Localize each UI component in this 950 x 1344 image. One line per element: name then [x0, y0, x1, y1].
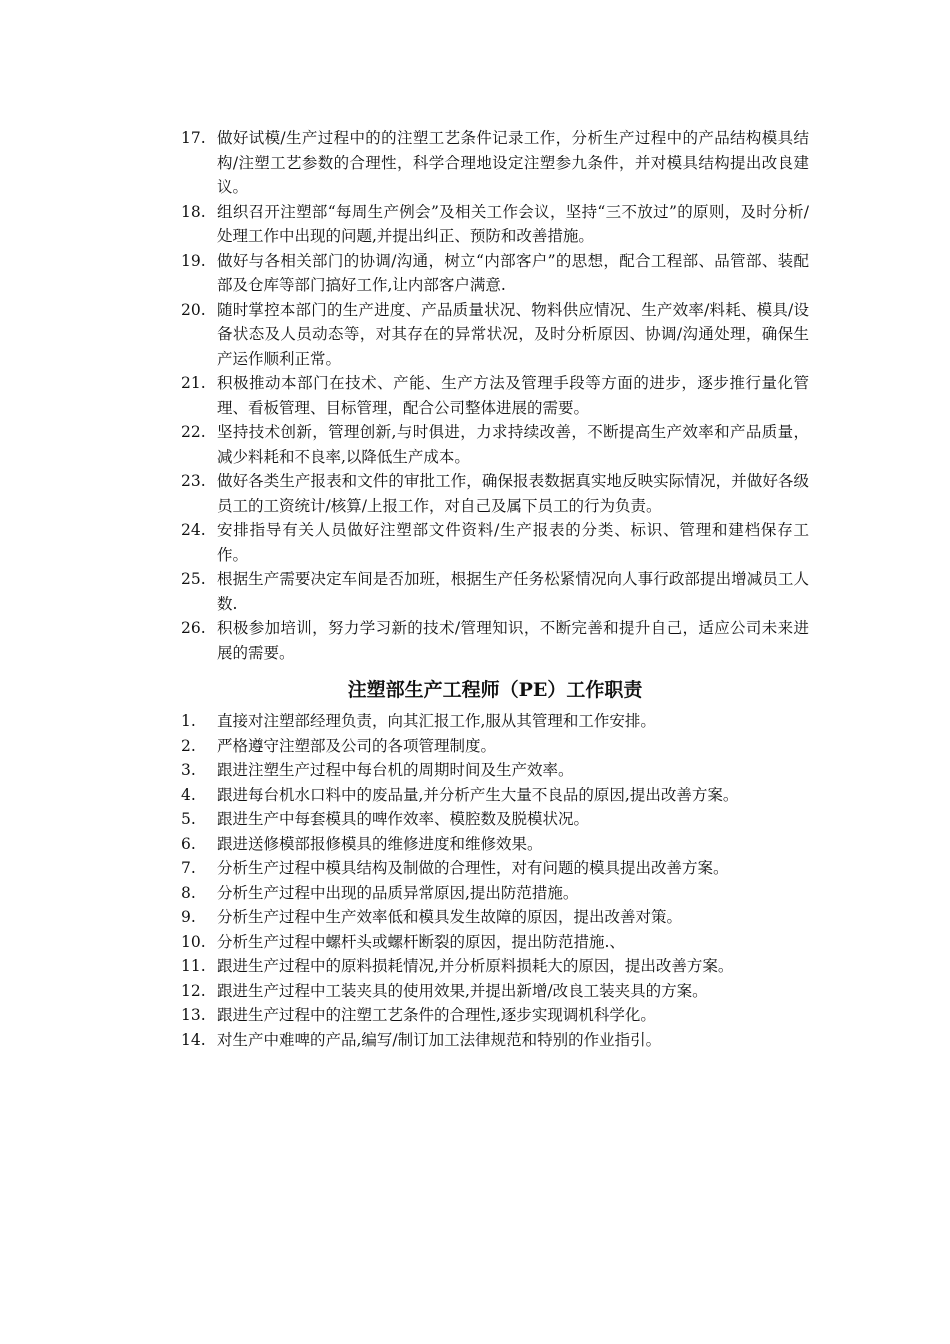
pe-duty-item — [181, 1003, 809, 1028]
duty-item — [181, 420, 809, 469]
item-number: 18. — [181, 202, 206, 221]
duty-item — [181, 126, 809, 200]
item-number: 8. — [181, 883, 196, 902]
pe-duty-item — [181, 979, 809, 1004]
item-number: 14. — [181, 1030, 206, 1049]
pe-duty-item — [181, 832, 809, 857]
item-number: 3. — [181, 761, 196, 779]
item-number: 25. — [181, 570, 206, 588]
item-number: 22. — [181, 423, 206, 441]
pe-duty-item — [181, 1028, 809, 1053]
duty-item — [181, 616, 809, 665]
pe-duty-item — [181, 905, 809, 930]
item-number: 10. — [181, 932, 206, 951]
item-text: 直接对注塑部经理负责，向其汇报工作,服从其管理和工作安排。 — [217, 712, 656, 730]
item-text: 跟进注塑生产过程中每台机的周期时间及生产效率。 — [217, 761, 574, 779]
item-text: 做好各类生产报表和文件的审批工作，确保报表数据真实地反映实际情况，并做好各级员工的工资统计/核算/上报工作，对自己及属下员工的行为负责。 — [217, 472, 809, 515]
item-text: 组织召开注塑部“每周生产例会”及相关工作会议，坚持“三不放过”的原则，及时分析/处理工作中出现的问题,并提出纠正、预防和改善措施。 — [217, 202, 809, 245]
item-text: 根据生产需要决定车间是否加班，根据生产任务松紧情况向人事行政部提出增减员工人数. — [217, 570, 809, 613]
duty-item — [181, 371, 809, 420]
item-text: 跟进生产中每套模具的啤作效率、模腔数及脱模状况。 — [217, 810, 590, 828]
item-text: 对生产中难啤的产品,编写/制订加工法律规范和特别的作业指引。 — [217, 1030, 662, 1049]
pe-duty-item — [181, 758, 809, 783]
item-text: 坚持技术创新，管理创新,与时俱进，力求持续改善，不断提高生产效率和产品质量，减少料耗和不良率,以降低生产成本。 — [217, 423, 809, 466]
item-number: 24. — [181, 521, 206, 539]
item-text: 跟进送修模部报修模具的维修进度和维修效果。 — [217, 834, 543, 853]
duty-item — [181, 200, 809, 249]
item-text: 分析生产过程中生产效率低和模具发生故障的原因，提出改善对策。 — [217, 908, 683, 926]
duty-item — [181, 469, 809, 518]
item-text: 积极参加培训，努力学习新的技术/管理知识，不断完善和提升自己，适应公司未来进展的需要。 — [217, 619, 809, 662]
item-text: 分析生产过程中螺杆头或螺杆断裂的原因，提出防范措施.、 — [217, 932, 625, 951]
pe-duty-item — [181, 954, 809, 979]
duty-item — [181, 518, 809, 567]
item-number: 6. — [181, 834, 196, 853]
pe-duty-item — [181, 856, 809, 881]
item-text: 跟进每台机水口料中的废品量,并分析产生大量不良品的原因,提出改善方案。 — [217, 785, 739, 804]
item-number: 13. — [181, 1006, 206, 1024]
item-number: 20. — [181, 300, 206, 319]
item-number: 21. — [181, 374, 206, 392]
item-text: 跟进生产过程中工装夹具的使用效果,并提出新增/改良工装夹具的方案。 — [217, 981, 708, 1000]
duties-list-continued — [181, 126, 809, 665]
item-number: 5. — [181, 810, 196, 828]
item-number: 7. — [181, 859, 196, 877]
duty-item — [181, 567, 809, 616]
item-number: 4. — [181, 785, 196, 804]
item-text: 分析生产过程中模具结构及制做的合理性，对有问题的模具提出改善方案。 — [217, 859, 729, 877]
item-text: 跟进生产过程中的注塑工艺条件的合理性,逐步实现调机科学化。 — [217, 1006, 656, 1024]
item-number: 12. — [181, 981, 206, 1000]
item-number: 19. — [181, 251, 206, 270]
item-number: 23. — [181, 472, 206, 490]
duty-item — [181, 298, 809, 372]
item-text: 跟进生产过程中的原料损耗情况,并分析原料损耗大的原因，提出改善方案。 — [217, 957, 734, 975]
item-text: 安排指导有关人员做好注塑部文件资料/生产报表的分类、标识、管理和建档保存工作。 — [217, 521, 809, 564]
pe-duty-item — [181, 783, 809, 808]
pe-duties-list — [181, 709, 809, 1052]
duty-item — [181, 249, 809, 298]
pe-duty-item — [181, 709, 809, 734]
pe-duty-item — [181, 930, 809, 955]
document-content — [181, 126, 809, 1052]
pe-duty-item — [181, 881, 809, 906]
item-text: 分析生产过程中出现的品质异常原因,提出防范措施。 — [217, 883, 579, 902]
section-title: 注塑部生产工程师（PE）工作职责 — [347, 679, 643, 701]
item-number: 11. — [181, 957, 206, 975]
item-text: 积极推动本部门在技术、产能、生产方法及管理手段等方面的进步，逐步推行量化管理、看板管理、目标管理，配合公司整体进展的需要。 — [217, 374, 809, 417]
item-text: 做好试模/生产过程中的的注塑工艺条件记录工作，分析生产过程中的产品结构模具结构/注塑工艺参数的合理性，科学合理地设定注塑参九条件，并对模具结构提出改良建议。 — [217, 129, 809, 196]
pe-duty-item — [181, 734, 809, 759]
pe-duty-item — [181, 807, 809, 832]
item-text: 做好与各相关部门的协调/沟通，树立“内部客户”的思想，配合工程部、品管部、装配部及仓库等部门搞好工作,让内部客户满意. — [217, 251, 809, 294]
item-number: 1. — [181, 712, 196, 730]
item-number: 2. — [181, 736, 196, 755]
item-text: 严格遵守注塑部及公司的各项管理制度。 — [217, 736, 497, 755]
item-number: 17. — [181, 129, 206, 147]
item-number: 9. — [181, 908, 196, 926]
item-number: 26. — [181, 619, 206, 637]
item-text: 随时掌控本部门的生产进度、产品质量状况、物料供应情况、生产效率/料耗、模具/设备状态及人员动态等，对其存在的异常状况，及时分析原因、协调/沟通处理，确保生产运作顺利正常。 — [217, 300, 809, 368]
